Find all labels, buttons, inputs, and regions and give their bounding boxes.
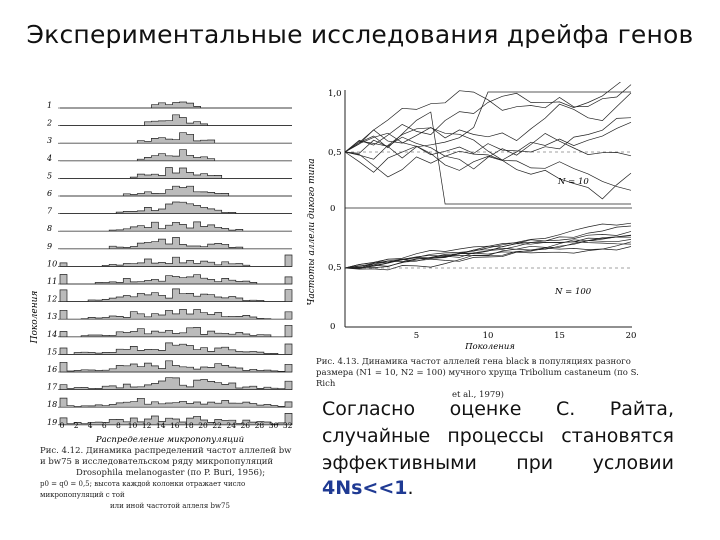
x-tick-label: 2 (73, 421, 79, 430)
label-n100: N = 100 (555, 287, 592, 297)
right-caption-line1: Рис. 4.13. Динамика частот аллелей гена black в популяциях разного (316, 357, 631, 367)
right-x-tick-label: 5 (413, 331, 420, 341)
left-figure-caption (40, 446, 302, 512)
x-tick-label: 20 (198, 421, 208, 430)
x-tick-label: 14 (155, 421, 166, 430)
buri-histogram-figure (30, 92, 300, 437)
histogram-rows (58, 102, 292, 425)
row-label: 2 (47, 118, 53, 128)
x-tick-label: 28 (254, 421, 265, 430)
x-tick-label: 32 (282, 421, 293, 430)
row-label: 16 (47, 365, 58, 374)
tick-bot-05: 0,5 (328, 263, 342, 273)
row-label: 18 (47, 400, 58, 410)
x-tick-label: 26 (240, 421, 251, 430)
right-y-axis-label: Частоты аллели дикого типа (307, 158, 317, 306)
right-x-tick-label: 10 (482, 331, 494, 341)
x-tick-label: 0 (59, 421, 65, 430)
x-tick-labels (60, 421, 293, 430)
tick-top-10: 1,0 (328, 89, 342, 99)
x-tick-label: 24 (226, 421, 236, 430)
n100-trajectories (345, 223, 631, 270)
x-axis-label: Распределение микропопуляций (95, 435, 245, 445)
y-axis-label: Поколения (30, 290, 40, 344)
row-label: 3 (47, 136, 53, 146)
row-label: 6 (47, 189, 53, 198)
row-label: 5 (47, 171, 53, 181)
x-tick-label: 18 (184, 421, 194, 430)
x-tick-label: 6 (101, 421, 107, 430)
right-caption-line3: et al., 1979) (452, 390, 504, 400)
row-label: 9 (47, 241, 53, 251)
row-label: 11 (47, 277, 58, 286)
left-caption-line3: Drosophila melanogaster (по P. Buri, 1956); (76, 468, 266, 478)
right-x-axis-label: Поколения (465, 342, 515, 352)
x-tick-label: 30 (268, 421, 279, 430)
row-label: 7 (47, 206, 53, 216)
row-label: 4 (47, 153, 53, 163)
x-tick-label: 8 (116, 421, 121, 430)
right-x-tick-label: 15 (554, 331, 565, 341)
x-tick-label: 16 (170, 421, 180, 430)
left-caption-line2: и bw75 в исследовательском ряду микропопуляций (40, 457, 274, 467)
right-x-tick-label: 20 (625, 331, 637, 341)
tick-bot-0: 0 (330, 322, 336, 332)
row-label: 17 (47, 382, 58, 392)
row-labels (46, 101, 58, 427)
tribolium-frequency-figure (300, 82, 650, 352)
left-x-axis (30, 418, 300, 448)
row-label: 10 (47, 259, 58, 269)
row-label: 19 (47, 417, 58, 427)
slide-title: Экспериментальные исследования дрейфа генов (26, 20, 694, 49)
row-label: 8 (47, 224, 53, 234)
x-tick-label: 10 (127, 421, 138, 430)
tick-top-0: 0 (330, 204, 336, 214)
left-caption-line1: Рис. 4.12. Динамика распределений частот аллелей bw (40, 446, 292, 456)
body-paragraph: Согласно оценке С. Райта, случайные процессы становятся эффективными при условии (322, 398, 674, 474)
row-label: 13 (47, 312, 58, 322)
row-label: 1 (47, 101, 53, 110)
condition-formula: 4Ns<<1 (322, 477, 408, 499)
row-label: 14 (47, 329, 58, 339)
right-figure-caption (316, 357, 656, 401)
right-x-tick-labels (414, 331, 637, 341)
x-tick-label: 12 (141, 421, 152, 430)
condition-period: . (407, 477, 414, 499)
label-n10: N = 10 (558, 177, 589, 187)
right-caption-line2: размера (N1 = 10, N2 = 100) мучного хруща Tribolium castaneum (по S. Rich (316, 368, 639, 389)
left-caption-line5: или иной частотой аллеля bw75 (110, 502, 230, 510)
left-caption-line4: p0 = q0 = 0,5; высота каждой колонки отражает число микропопуляций с той (40, 480, 246, 499)
x-tick-label: 22 (212, 421, 222, 430)
tick-top-05: 0,5 (328, 148, 342, 158)
condition-line (322, 477, 414, 499)
row-label: 12 (47, 294, 58, 304)
x-tick-label: 4 (87, 421, 93, 430)
row-label: 15 (47, 347, 58, 357)
